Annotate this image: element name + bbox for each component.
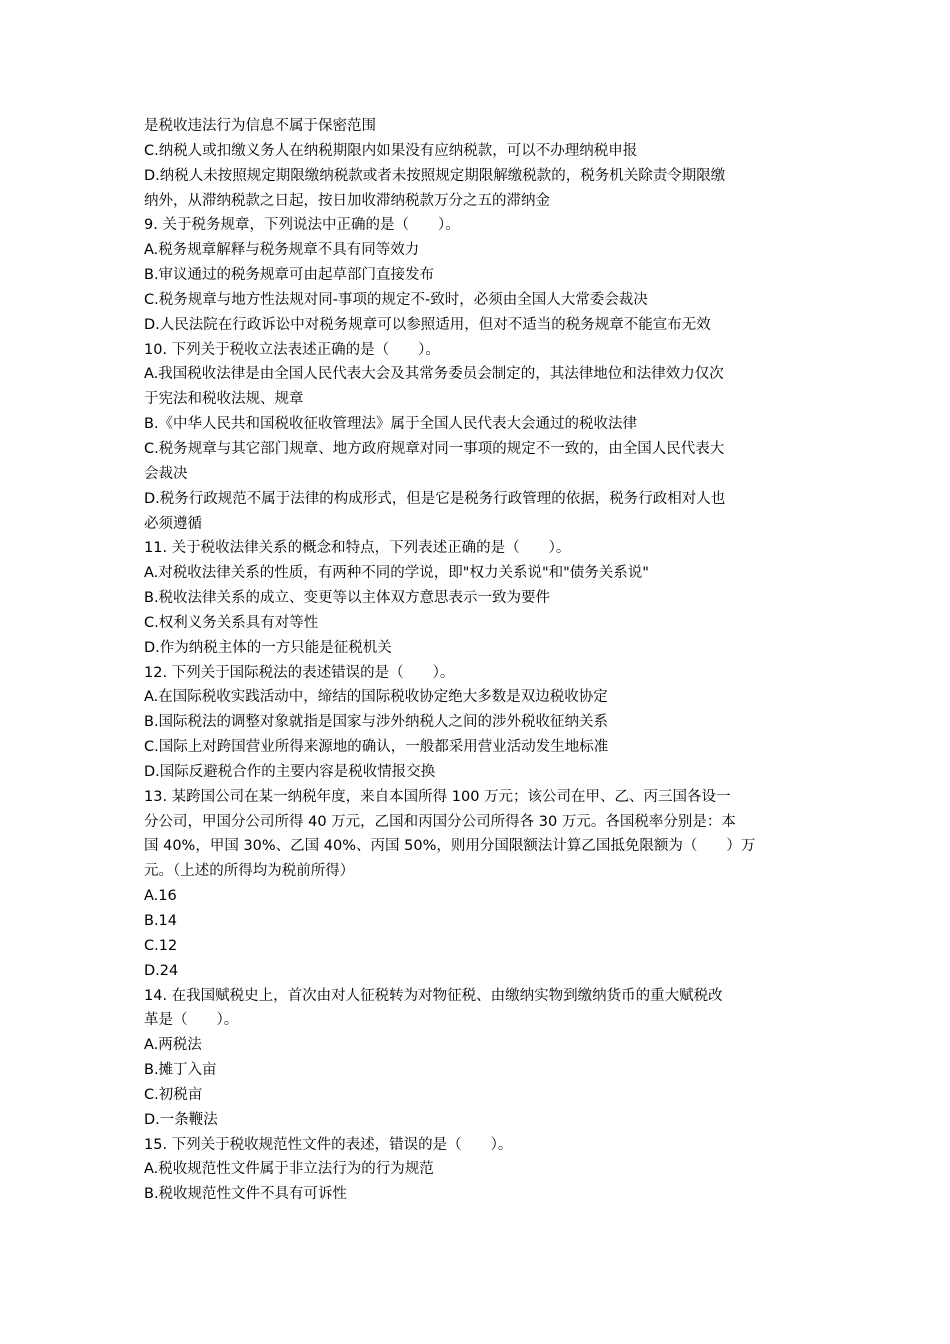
text-line: 分公司，甲国分公司所得 40 万元，乙国和丙国分公司所得各 30 万元。各国税率分别是：本 bbox=[144, 813, 736, 830]
option-line: A.税务规章解释与税务规章不具有同等效力 bbox=[144, 242, 420, 259]
option-line: D.24 bbox=[144, 962, 179, 979]
option-line: D.作为纳税主体的一方只能是征税机关 bbox=[144, 639, 392, 656]
text-line: 会裁决 bbox=[144, 465, 188, 482]
text-line: 是税收违法行为信息不属于保密范围 bbox=[144, 118, 376, 134]
option-line: D.人民法院在行政诉讼中对税务规章可以参照适用，但对不适当的税务规章不能宣布无效 bbox=[144, 316, 711, 333]
question-9: 9. 关于税务规章，下列说法中正确的是（ ）。 bbox=[144, 217, 460, 234]
option-line: C.税务规章与其它部门规章、地方政府规章对同一事项的规定不一致的，由全国人民代表大 bbox=[144, 440, 725, 457]
option-line: A.对税收法律关系的性质，有两种不同的学说，即"权力关系说"和"债务关系说" bbox=[144, 565, 649, 582]
option-line: B.国际税法的调整对象就指是国家与涉外纳税人之间的涉外税收征纳关系 bbox=[144, 714, 609, 731]
question-11: 11. 关于税收法律关系的概念和特点，下列表述正确的是（ ）。 bbox=[144, 540, 571, 557]
option-line: B.税收规范性文件不具有可诉性 bbox=[144, 1186, 348, 1203]
option-line: C.国际上对跨国营业所得来源地的确认，一般都采用营业活动发生地标准 bbox=[144, 739, 609, 756]
text-line: 于宪法和税收法规、规章 bbox=[144, 391, 304, 408]
text-line: 国 40%，甲国 30%、乙国 40%、丙国 50%，则用分国限额法计算乙国抵免限额为（ ）万 bbox=[144, 838, 756, 855]
option-line: A.在国际税收实践活动中，缔结的国际税收协定绝大多数是双边税收协定 bbox=[144, 689, 608, 706]
option-line: D.税务行政规范不属于法律的构成形式，但是它是税务行政管理的依据，税务行政相对人也 bbox=[144, 490, 726, 507]
option-line: B.摊丁入亩 bbox=[144, 1062, 217, 1079]
option-line: C.权利义务关系具有对等性 bbox=[144, 614, 319, 631]
option-line: A.两税法 bbox=[144, 1037, 202, 1054]
option-line: D.国际反避税合作的主要内容是税收情报交换 bbox=[144, 763, 436, 780]
option-line: C.初税亩 bbox=[144, 1086, 203, 1103]
option-line: B.《中华人民共和国税收征收管理法》属于全国人民代表大会通过的税收法律 bbox=[144, 416, 638, 433]
text-line: 革是（ ）。 bbox=[144, 1012, 239, 1029]
option-line: B.14 bbox=[144, 913, 178, 929]
text-line: C.纳税人或扣缴义务人在纳税期限内如果没有应纳税款，可以不办理纳税申报 bbox=[144, 142, 638, 159]
option-line: C.税务规章与地方性法规对同-事项的规定不-致时，必须由全国人大常委会裁决 bbox=[144, 291, 648, 308]
option-line: B.审议通过的税务规章可由起草部门直接发布 bbox=[144, 267, 435, 284]
text-line: 必须遵循 bbox=[144, 515, 202, 532]
document-page bbox=[144, 114, 810, 1207]
option-line: C.12 bbox=[144, 937, 178, 954]
text-line: D.纳税人未按照规定期限缴纳税款或者未按照规定期限解缴税款的，税务机关除责令期限缴 bbox=[144, 167, 726, 184]
option-line: D.一条鞭法 bbox=[144, 1111, 218, 1128]
question-12: 12. 下列关于国际税法的表述错误的是（ ）。 bbox=[144, 664, 455, 681]
question-10: 10. 下列关于税收立法表述正确的是（ ）。 bbox=[144, 341, 440, 358]
option-line: B.税收法律关系的成立、变更等以主体双方意思表示一致为要件 bbox=[144, 590, 551, 607]
option-line: A.16 bbox=[144, 888, 177, 905]
option-line: A.我国税收法律是由全国人民代表大会及其常务委员会制定的，其法律地位和法律效力仅次 bbox=[144, 366, 724, 383]
question-15: 15. 下列关于税收规范性文件的表述，错误的是（ ）。 bbox=[144, 1136, 513, 1153]
question-14: 14. 在我国赋税史上，首次由对人征税转为对物征税、由缴纳实物到缴纳货币的重大赋税改 bbox=[144, 987, 723, 1004]
question-13: 13. 某跨国公司在某一纳税年度，来自本国所得 100 万元；该公司在甲、乙、丙三国各设一 bbox=[144, 788, 731, 805]
text-line: 元。（上述的所得均为税前所得） bbox=[144, 863, 355, 880]
option-line: A.税收规范性文件属于非立法行为的行为规范 bbox=[144, 1161, 434, 1178]
text-line: 纳外，从滞纳税款之日起，按日加收滞纳税款万分之五的滞纳金 bbox=[144, 192, 550, 209]
